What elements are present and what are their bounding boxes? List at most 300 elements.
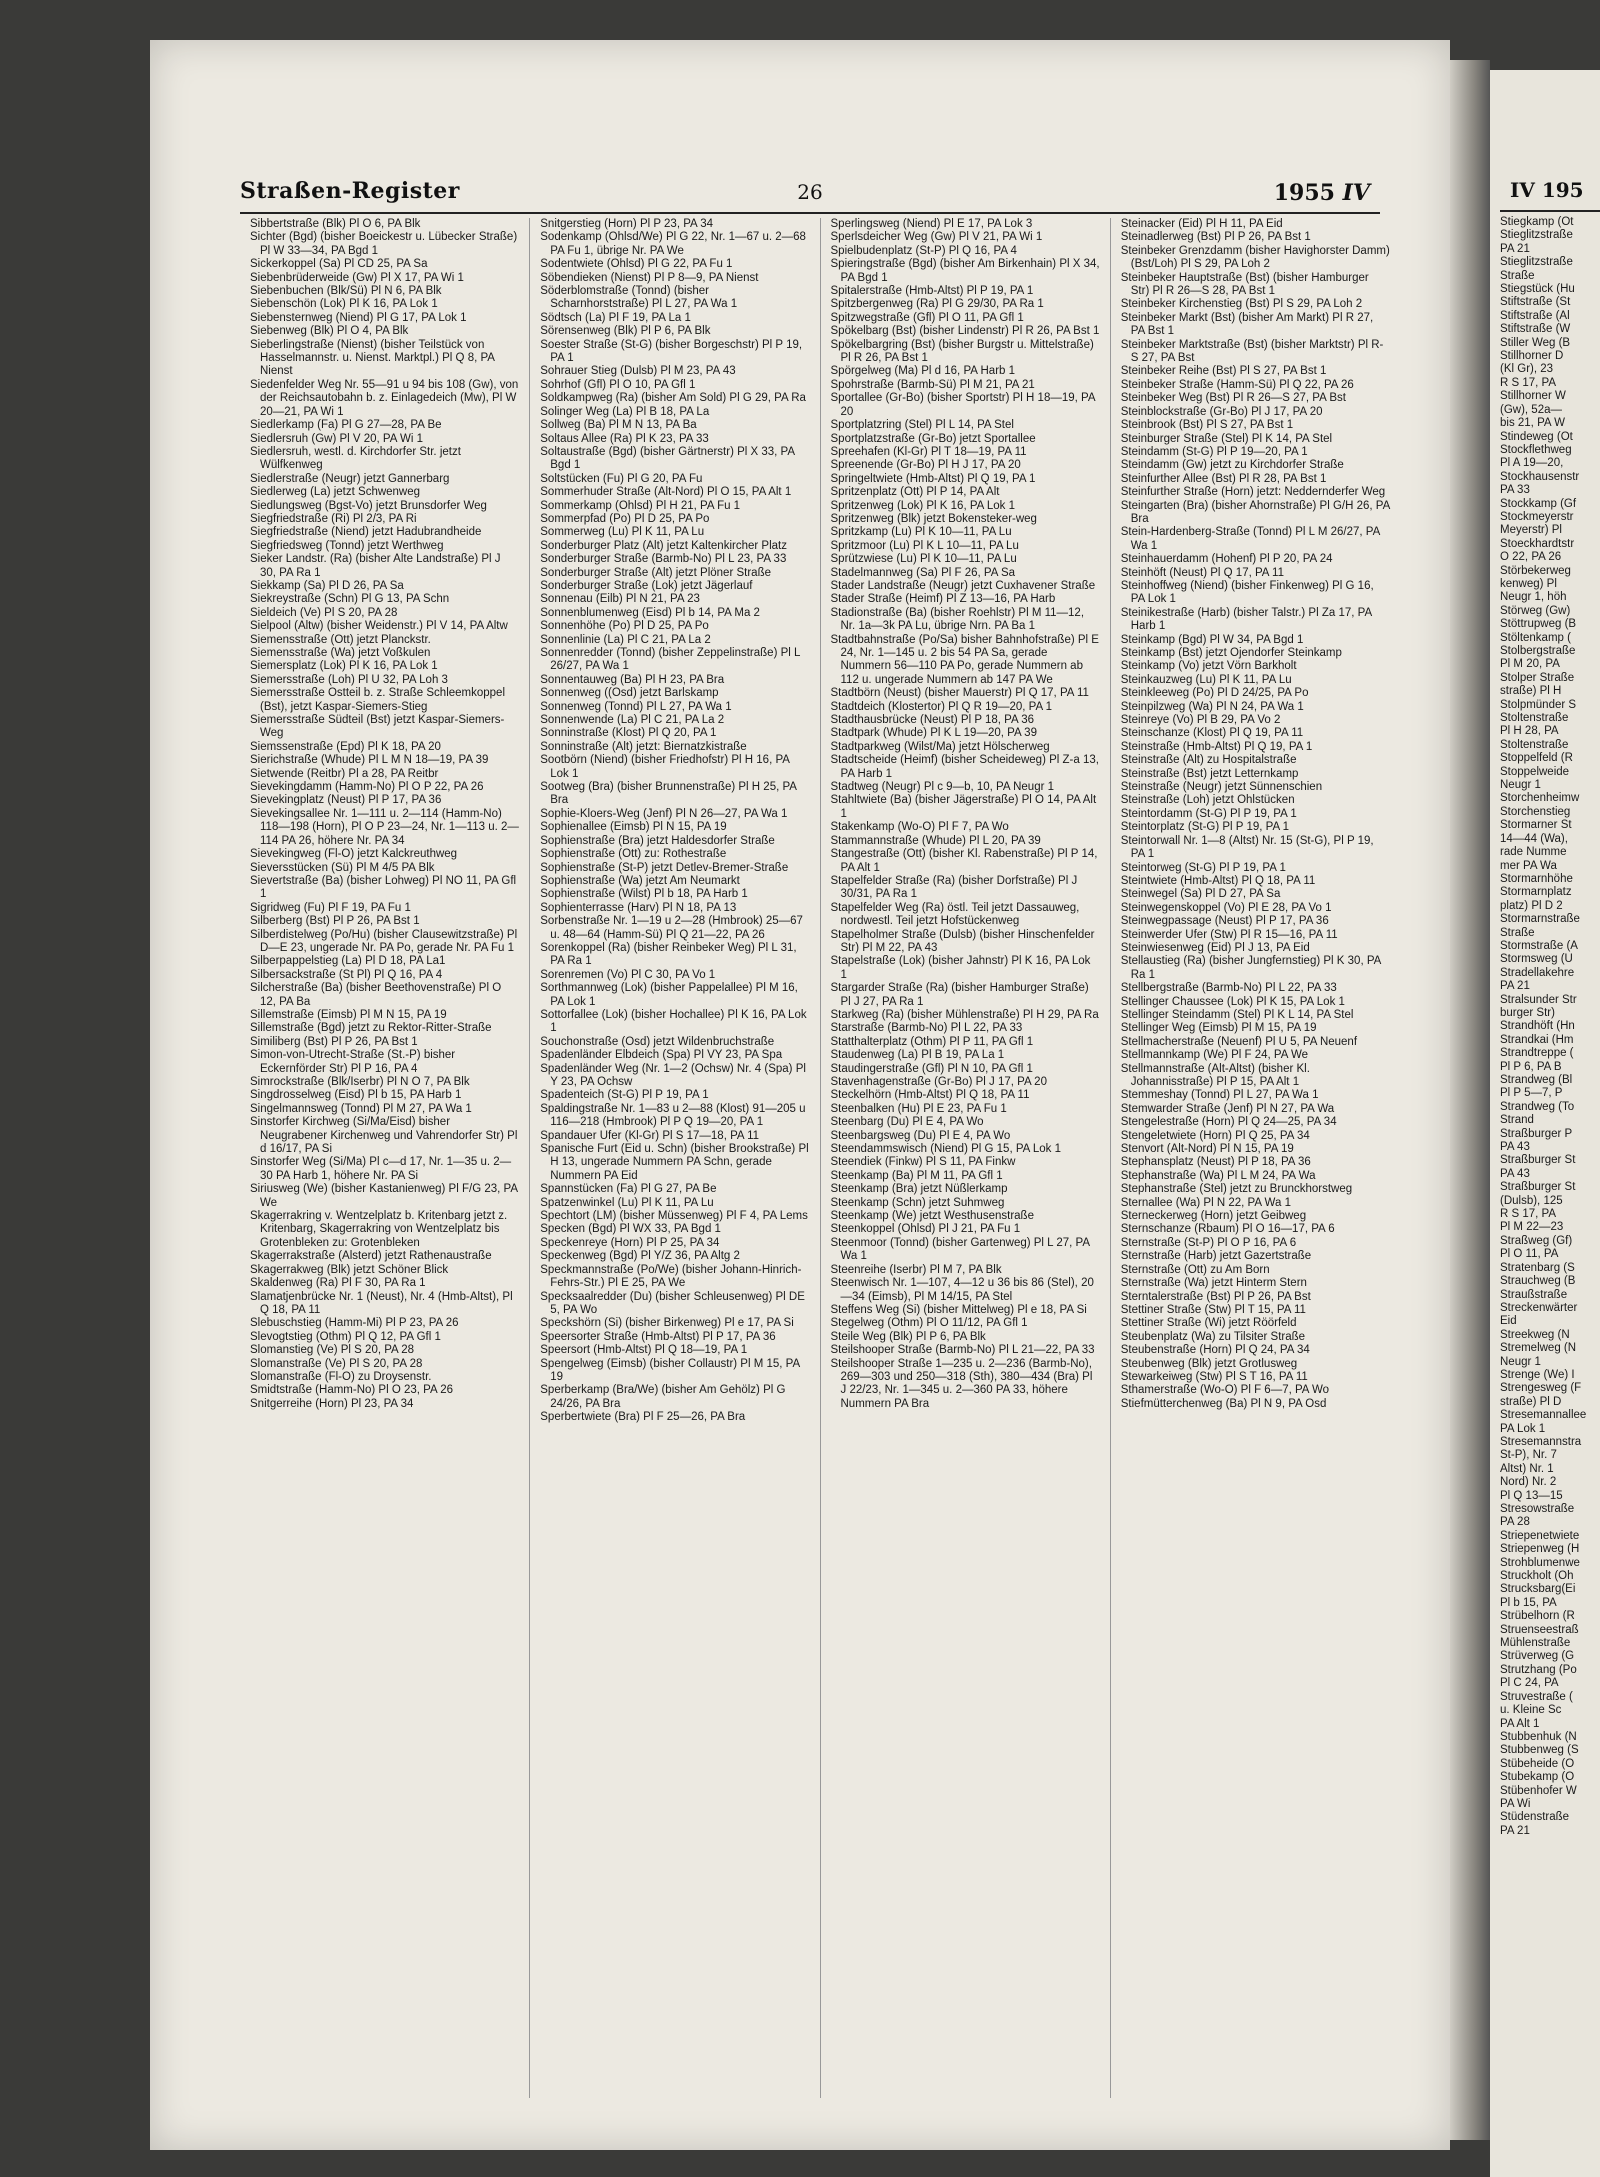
street-entry: Siriusweg (We) (bisher Kastanienweg) Pl F/G 23, PA We [250,1183,518,1209]
street-entry: Steinadlerweg (Bst) Pl P 26, PA Bst 1 [1120,231,1311,244]
street-entry: Steinwerder Ufer (Stw) Pl R 15—16, PA 11 [1120,928,1338,941]
facing-page-line: Strengesweg (F [1500,1382,1582,1395]
facing-page-line: Stockmeyerstr [1500,510,1574,523]
facing-page-line: PA 21 [1500,980,1530,993]
street-entry: Spritzmoor (Lu) Pl K L 10—11, PA Lu [830,539,1019,552]
facing-page-line: Stiller Weg (B [1500,336,1571,349]
street-entry: Siebenschön (Lok) Pl K 16, PA Lok 1 [250,298,438,311]
facing-page-line: Strutzhang (Po [1500,1663,1577,1676]
street-entry: Stahltwiete (Ba) (bisher Jägerstraße) Pl O 14, PA Alt 1 [830,794,1097,820]
street-entry: Spengelweg (Eimsb) (bisher Collaustr) Pl M 15, PA 19 [540,1357,800,1383]
street-entry: Sibbertstraße (Blk) Pl O 6, PA Blk [250,218,421,230]
street-entry: Sorthmannweg (Lok) (bisher Pappelallee) Pl M 16, PA Lok 1 [540,982,798,1008]
street-entry: Speersort (Hmb-Altst) Pl Q 18—19, PA 1 [540,1344,748,1357]
street-entry: Stiefmütterchenweg (Ba) Pl N 9, PA Osd [1120,1397,1327,1410]
facing-page-line: Straßburger St [1500,1181,1576,1194]
street-entry: Sievekingdamm (Hamm-No) Pl O P 22, PA 26 [250,781,484,794]
street-entry: Sonnenblumenweg (Eisd) Pl b 14, PA Ma 2 [540,606,760,619]
street-entry: Siebenweg (Blk) Pl O 4, PA Blk [250,325,409,338]
street-entry: Siemensstraße (Wa) jetzt Voßkulen [250,647,431,659]
street-entry: Steenbarg (Du) Pl E 4, PA Wo [830,1116,984,1129]
street-entry: Steintorplatz (St-G) Pl P 19, PA 1 [1120,821,1290,834]
street-entry: Steingarten (Bra) (bisher Ahornstraße) Pl G/H 26, PA Bra [1120,499,1390,525]
street-entry: Sohrauer Stieg (Dulsb) Pl M 23, PA 43 [540,365,736,378]
street-entry: Soltaustraße (Bgd) (bisher Gärtnerstr) Pl X 33, PA Bgd 1 [540,445,795,472]
street-entry: Steinreye (Vo) Pl B 29, PA Vo 2 [1120,714,1281,727]
street-entry: Siebenbuchen (Blk/Sü) Pl N 6, PA Blk [250,285,442,298]
street-entry: Sietwende (Reitbr) Pl a 28, PA Reitbr [250,767,439,780]
street-entry: Sonnenweg ((Osd) jetzt Barlskamp [540,687,719,700]
facing-page-line: Stubbenweg (S [1500,1744,1579,1757]
street-entry: Sichter (Bgd) (bisher Boeickestr u. Lübecker Straße) Pl W 33—34, PA Bgd 1 [250,231,518,257]
street-entry: Stakenkamp (Wo-O) Pl F 7, PA Wo [830,821,1009,834]
facing-page-line: Stoeckhardtstr [1500,537,1575,550]
facing-page-line: Storchenheimw [1500,792,1580,805]
street-entry: Speckenreye (Horn) Pl P 25, PA 34 [540,1236,720,1249]
street-entry: Siegfriedstraße (Ri) Pl 2/3, PA Ri [250,512,417,525]
facing-page-line: Pl M 20, PA [1500,658,1560,671]
facing-page-line: PA Alt 1 [1500,1717,1540,1730]
street-entry: Starkweg (Ra) (bisher Mühlenstraße) Pl H 29, PA Ra [830,1008,1099,1021]
street-entry: Stapelholmer Straße (Dulsb) (bisher Hinschenfelder Str) Pl M 22, PA 43 [830,928,1095,954]
street-entry: Steubenstraße (Horn) Pl Q 24, PA 34 [1120,1344,1310,1357]
facing-page-line: Struckholt (Oh [1500,1570,1574,1583]
street-entry: Steinfurther Straße (Horn) jetzt: Neddernderfer Weg [1120,486,1386,499]
street-entry: Sievekingweg (Fl-O) jetzt Kalckreuthweg [250,848,458,861]
street-entry: Simon-von-Utrecht-Straße (St.-P) bisher Eckernförder Str) Pl P 16, PA 4 [250,1049,456,1075]
facing-page [1490,70,1600,2177]
street-entry: Spieringstraße (Bgd) (bisher Am Birkenhain) Pl X 34, PA Bgd 1 [830,258,1100,284]
facing-page-line: rade Numme [1500,846,1567,859]
street-entry: Slomanstieg (Ve) Pl S 20, PA 28 [250,1344,415,1357]
street-entry: Steenbargsweg (Du) Pl E 4, PA Wo [830,1129,1011,1142]
street-entry: Steinburger Straße (Stel) Pl K 14, PA Stel [1120,432,1333,445]
page-number: 26 [797,180,823,204]
street-entry: Siekkamp (Sa) Pl D 26, PA Sa [250,579,404,592]
street-entry: Siemssenstraße (Epd) Pl K 18, PA 20 [250,740,441,753]
street-entry: Spökelbarg (Bst) (bisher Lindenstr) Pl R 26, PA Bst 1 [830,325,1100,338]
facing-page-line: Striepenetwiete [1500,1529,1580,1542]
street-entry: Soltaus Allee (Ra) Pl K 23, PA 33 [540,432,709,445]
street-entry: Steinbeker Reihe (Bst) Pl S 27, PA Bst 1 [1120,365,1327,378]
facing-page-line: Nord) Nr. 2 [1500,1476,1557,1489]
street-entry: Spatzenwinkel (Lu) Pl K 11, PA Lu [540,1196,714,1209]
street-entry: Sommerweg (Lu) Pl K 11, PA Lu [540,526,705,539]
facing-page-line: Streekweg (N [1500,1328,1570,1341]
street-entry: Siedlerstraße (Neugr) jetzt Gannerbarg [250,472,450,485]
street-entry: Similiberg (Bst) Pl P 26, PA Bst 1 [250,1035,418,1048]
page-gutter [1450,60,1490,2140]
street-entry: Steinwiesenweg (Eid) Pl J 13, PA Eid [1120,941,1310,954]
facing-page-line: burger Str) [1500,1006,1555,1019]
street-entry: Stapelstraße (Lok) (bisher Jahnstr) Pl K 16, PA Lok 1 [830,955,1091,981]
street-entry: Stadtpark (Whude) Pl K L 19—20, PA 39 [830,727,1037,740]
street-entry: Sonnenau (Eilb) Pl N 21, PA 23 [540,593,700,606]
facing-page-line: Stiftstraße (St [1500,296,1571,309]
facing-page-line: Stormarner St [1500,819,1572,832]
street-entry: Spadenländer Weg (Nr. 1—2 (Ochsw) Nr. 4 (Spa) Pl Y 23, PA Ochsw [540,1062,806,1088]
street-entry: Siegfriedstraße (Niend) jetzt Hadubrandheide [250,526,482,539]
facing-page-line: Stresemannallee [1500,1409,1587,1422]
street-entry: Sickerkoppel (Sa) Pl CD 25, PA Sa [250,258,428,271]
street-entry: Stadelmannweg (Sa) Pl F 26, PA Sa [830,566,1016,579]
facing-page-line: Stübenhofer W [1500,1784,1577,1797]
street-entry: Steinbeker Markt (Bst) (bisher Am Markt) Pl R 27, PA Bst 1 [1120,311,1374,338]
street-entry: Spörgelweg (Ma) Pl d 16, PA Harb 1 [830,365,1016,378]
street-entry: Speckmannstraße (Po/We) (bisher Johann-Hinrich-Fehrs-Str.) Pl E 25, PA We [540,1263,802,1290]
street-entry: Steinbeker Hauptstraße (Bst) (bisher Hamburger Str) Pl R 26—S 28, PA Bst 1 [1120,271,1369,298]
facing-page-line: Streckenwärter [1500,1301,1578,1314]
facing-page-line: Stormarnplatz [1500,886,1572,899]
facing-page-line: Strübelhorn (R [1500,1610,1575,1623]
street-entry: Steinbeker Marktstraße (Bst) (bisher Marktstr) Pl R-S 27, PA Bst [1120,338,1384,365]
street-entry: Spechtort (LM) (bisher Müssenweg) Pl F 4, PA Lems [540,1210,808,1223]
street-entry: Spitalerstraße (Hmb-Altst) Pl P 19, PA 1 [830,285,1034,298]
street-entry: Steintordamm (St-G) Pl P 19, PA 1 [1120,807,1297,820]
facing-page-line: Stubbenhuk (N [1500,1730,1577,1743]
street-entry: Sievekingsallee Nr. 1—111 u. 2—114 (Hamm-No) 118—198 (Horn), Pl O P 23—24, Nr. 1—113 u. 2—114 PA 26, höhere Nr. PA 34 [250,807,519,847]
facing-page-line: Stormsweg (U [1500,953,1573,966]
facing-page-line: Strandhöft (Hn [1500,1020,1575,1033]
facing-page-line: Stöttrupweg (B [1500,618,1577,631]
facing-page-line: (Dulsb), 125 [1500,1194,1563,1207]
street-entry: Steinhauerdamm (Hohenf) Pl P 20, PA 24 [1120,553,1333,566]
facing-page-line: Stieglitzstraße [1500,256,1573,269]
facing-page-line: (Gw), 52a— [1500,403,1562,416]
street-entry: Sternschanze (Rbaum) Pl O 16—17, PA 6 [1120,1223,1335,1236]
facing-page-line: Pl O 11, PA [1500,1248,1559,1261]
facing-page-line: Stoppelfeld (R [1500,752,1573,765]
street-entry: Steinkamp (Bgd) Pl W 34, PA Bgd 1 [1120,633,1304,646]
street-entry: Singdrosselweg (Eisd) Pl b 15, PA Harb 1 [250,1089,462,1102]
facing-page-line: Strauchweg (B [1500,1275,1576,1288]
street-entry: Sophienstraße (Ott) zu: Rothestraße [540,848,727,861]
facing-page-line: Meyerstr) Pl [1500,524,1562,537]
facing-page-line: Stresowstraße [1500,1503,1575,1515]
facing-page-line: Stiftstraße (Al [1500,309,1570,322]
street-entry: Spritzenplatz (Ott) Pl P 14, PA Alt [830,486,1000,499]
street-entry: Slamatjenbrücke Nr. 1 (Neust), Nr. 4 (Hmb-Altst), Pl Q 18, PA 11 [250,1290,513,1316]
facing-page-line: Stillhorner W [1500,390,1566,403]
facing-page-line: Stöltenkamp ( [1500,631,1571,644]
edition-year [1274,180,1370,206]
facing-page-line: Stradellakehre [1500,966,1575,979]
street-entry: Sommerhuder Straße (Alt-Nord) Pl O 15, PA Alt 1 [540,486,792,499]
street-entry: Sillemstraße (Eimsb) Pl M N 15, PA 19 [250,1008,447,1021]
facing-page-line: Stoltenstraße [1500,712,1569,725]
street-entry: Sommerkamp (Ohlsd) Pl H 21, PA Fu 1 [540,499,741,512]
street-entry: Steinwegel (Sa) Pl D 27, PA Sa [1120,888,1281,901]
street-entry: Sonninstraße (Alt) jetzt: Biernatzkistraße [540,740,747,753]
facing-page-line: Eid [1500,1315,1517,1328]
street-entry: Steenkamp (We) jetzt Westhusenstraße [830,1210,1034,1223]
street-entry: Stapelfelder Straße (Ra) (bisher Dorfstraße) Pl J 30/31, PA Ra 1 [830,874,1078,901]
facing-page-line: Stockhausenstr [1500,470,1580,483]
street-entry: Stellinger Steindamm (Stel) Pl K L 14, PA Stel [1120,1008,1354,1021]
street-entry: Siemersstraße Südteil (Bst) jetzt Kaspar-Siemers-Weg [250,714,505,740]
street-entry: Södtsch (La) Pl F 19, PA La 1 [540,311,691,324]
street-entry: Steinbrook (Bst) Pl S 27, PA Bst 1 [1120,419,1294,432]
street-entry: Stegelweg (Othm) Pl O 11/12, PA Gfl 1 [830,1317,1028,1330]
street-entry: Siebensternweg (Niend) Pl G 17, PA Lok 1 [250,311,467,324]
street-entry: Steinkleeweg (Po) Pl D 24/25, PA Po [1120,687,1309,700]
street-entry: Steindamm (Gw) jetzt zu Kirchdorfer Straße [1120,459,1344,472]
street-entry: Stellmannkamp (We) Pl F 24, PA We [1120,1049,1309,1062]
facing-page-line: R S 17, PA [1500,376,1557,389]
facing-page-line: Störbekerweg [1500,564,1571,577]
street-entry: Steilshooper Straße 1—235 u. 2—236 (Barmb-No), 269—303 und 250—318 (Sth), 380—434 (Bra) Pl J 22/23, Nr. 1—345 u. 2—360 PA 33, höhere Nummern PA Bra [830,1357,1093,1410]
street-entry: Speckshörn (Si) (bisher Birkenweg) Pl e 17, PA Si [540,1317,794,1330]
facing-page-line: Stubekamp (O [1500,1771,1575,1784]
street-entry: Specksaalredder (Du) (bisher Schleusenweg) Pl DE 5, PA Wo [540,1290,805,1316]
street-entry: Sophienstraße (Wa) jetzt Am Neumarkt [540,874,740,887]
street-entry: Sonderburger Straße (Barmb-No) Pl L 23, PA 33 [540,553,787,566]
facing-page-line: Neugr 1, höh [1500,591,1567,604]
street-entry: Steubenplatz (Wa) zu Tilsiter Straße [1120,1330,1306,1343]
street-entry: Sternstraße (St-P) Pl O P 16, PA 6 [1120,1236,1297,1249]
street-entry: Stavenhagenstraße (Gr-Bo) Pl J 17, PA 20 [830,1076,1047,1088]
street-entry: Stein-Hardenberg-Straße (Tonnd) Pl L M 26/27, PA Wa 1 [1120,526,1380,552]
facing-page-line: Stormarnhöhe [1500,872,1573,885]
facing-page-line: PA 43 [1500,1167,1530,1180]
street-entry: Sterntalerstraße (Bst) Pl P 26, PA Bst [1120,1290,1311,1303]
facing-page-line: Strandkai (Hm [1500,1033,1574,1046]
directory-page [150,40,1450,2150]
facing-page-line: Neugr 1 [1500,1355,1541,1368]
street-entry: Spadenländer Elbdeich (Spa) Pl VY 23, PA Spa [540,1049,783,1062]
street-entry: Sonnenweg (Tonnd) Pl L 27, PA Wa 1 [540,700,732,713]
street-entry: Sottorfallee (Lok) (bisher Hochallee) Pl K 16, PA Lok 1 [540,1008,807,1035]
facing-page-line: Stremelweg (N [1500,1342,1577,1355]
facing-page-line: Stolpmünder S [1500,698,1577,711]
street-entry: Sieversstücken (Sü) Pl M 4/5 PA Blk [250,861,435,874]
street-entry: Stadtscheide (Heimf) (bisher Scheideweg) Pl Z-a 13, PA Harb 1 [830,754,1099,780]
street-entry: Sootweg (Bra) (bisher Brunnenstraße) Pl H 25, PA Bra [540,781,797,807]
facing-page-line: straße) Pl D [1500,1395,1562,1408]
street-entry: Steindamm (St-G) Pl P 19—20, PA 1 [1120,445,1308,458]
year-label: 1955 [1273,180,1335,206]
facing-page-line: Strucksbarg(Ei [1500,1583,1576,1596]
street-entry: Steendiek (Finkw) Pl S 11, PA Finkw [830,1156,1016,1169]
street-entry: Sonnenlinie (La) Pl C 21, PA La 2 [540,633,711,646]
street-entry: Stadtdeich (Klostertor) Pl Q R 19—20, PA 1 [830,700,1053,713]
street-entry: Sodenkamp (Ohlsd/We) Pl G 22, Nr. 1—67 u. 2—68 PA Fu 1, übrige Nr. PA We [540,231,806,257]
facing-page-line: kenweg) Pl [1500,577,1557,590]
facing-page-line: Neugr 1 [1500,779,1541,792]
street-entry: Soltstücken (Fu) Pl G 20, PA Fu [540,472,703,485]
header-rule [240,212,1380,214]
facing-page-line: Stralsunder Str [1500,993,1577,1006]
page-title: Straßen-Register [240,178,460,204]
street-entry: Sonderburger Straße (Lok) jetzt Jägerlauf [540,579,753,592]
facing-page-line: Strohblumenwe [1500,1556,1580,1569]
street-entry: Steinhoffweg (Niend) (bisher Finkenweg) Pl G 16, PA Lok 1 [1120,579,1374,606]
street-entry: Steintorweg (St-G) Pl P 19, PA 1 [1120,861,1286,874]
street-entry: Stadthausbrücke (Neust) Pl P 18, PA 36 [830,714,1034,727]
facing-page-line: Pl M 22—23 [1500,1221,1564,1234]
facing-page-line: Stormarnstraße [1500,913,1580,926]
street-entry: Spreenende (Gr-Bo) Pl H J 17, PA 20 [830,459,1021,472]
street-entry: Steinwegenskoppel (Vo) Pl E 28, PA Vo 1 [1120,901,1332,914]
facing-page-line: Strand [1500,1114,1534,1127]
street-entry: Slebuschstieg (Hamm-Mi) Pl P 23, PA 26 [250,1317,459,1330]
street-entry: Sörensenweg (Blk) Pl P 6, PA Blk [540,325,711,338]
street-entry: Silberpappelstieg (La) Pl D 18, PA La1 [250,955,446,968]
street-entry: Steile Weg (Blk) Pl P 6, PA Blk [830,1330,986,1343]
street-entry: Slevogtstieg (Othm) Pl Q 12, PA Gfl 1 [250,1330,441,1343]
street-entry: Sonnenredder (Tonnd) (bisher Zeppelinstraße) Pl L 26/27, PA Wa 1 [540,647,800,673]
street-entry: Steubenweg (Blk) jetzt Grotlusweg [1120,1357,1298,1370]
street-entry: Steinikestraße (Harb) (bisher Talstr.) Pl Za 17, PA Harb 1 [1120,606,1372,633]
street-entry: Sperlsdeicher Weg (Gw) Pl V 21, PA Wi 1 [830,231,1043,244]
facing-page-line: Altst) Nr. 1 [1500,1462,1554,1475]
street-columns [240,218,1400,2098]
street-entry: Sophienterrasse (Harv) Pl N 18, PA 13 [540,901,737,914]
facing-page-line: Strandtreppe ( [1500,1047,1574,1060]
street-entry: Sieker Landstr. (Ra) (bisher Alte Landstraße) Pl J 30, PA Ra 1 [250,553,501,579]
street-entry: Springeltwiete (Hmb-Altst) Pl Q 19, PA 1 [830,472,1036,485]
facing-page-line: Strandweg (Bl [1500,1074,1573,1086]
facing-page-line: Mühlenstraße [1500,1637,1571,1650]
street-entry: Spritzkamp (Lu) Pl K 10—11, PA Lu [830,526,1012,539]
street-entry: Specken (Bgd) Pl WX 33, PA Bgd 1 [540,1223,721,1236]
facing-page-line: Pl P 5—7, P [1500,1087,1563,1100]
street-entry: Stellmacherstraße (Neuenf) Pl U 5, PA Neuenf [1120,1035,1358,1048]
street-entry: Stephansplatz (Neust) Pl P 18, PA 36 [1120,1156,1311,1169]
street-entry: Sperbertwiete (Bra) Pl F 25—26, PA Bra [540,1411,746,1424]
facing-page-line: bis 21, PA W [1500,417,1565,430]
street-entry: Steinstraße (Alt) zu Hospitalstraße [1120,754,1297,767]
street-entry: Steinpilzweg (Wa) Pl N 24, PA Wa 1 [1120,700,1304,713]
street-entry: Siemensstraße (Ott) jetzt Planckstr. [250,633,431,646]
street-entry: Sterneckerweg (Horn) jetzt Geibweg [1120,1210,1307,1223]
street-entry: Steenwisch Nr. 1—107, 4—12 u 36 bis 86 (Stel), 20—34 (Eimsb), Pl M 14/15, PA Stel [830,1277,1094,1303]
column-1 [240,218,530,2098]
street-entry: Spadenteich (St-G) Pl P 19, PA 1 [540,1089,709,1102]
street-entry: Steckelhörn (Hmb-Altst) Pl Q 18, PA 11 [830,1089,1030,1102]
facing-page-line: Stiegstück (Hu [1500,283,1575,296]
facing-page-line: Stolbergstraße [1500,645,1576,657]
street-entry: Spandauer Ufer (Kl-Gr) Pl S 17—18, PA 11 [540,1129,760,1142]
facing-page-line: St-P), Nr. 7 [1500,1449,1557,1462]
facing-page-line: Pl b 15, PA [1500,1596,1557,1609]
street-entry: Sodentwiete (Ohlsd) Pl G 22, PA Fu 1 [540,258,733,271]
street-entry: Souchonstraße (Osd) jetzt Wildenbruchstraße [540,1035,775,1048]
street-entry: Staudingerstraße (Gfl) Pl N 10, PA Gfl 1 [830,1062,1033,1075]
facing-page-line: Struenseestraß [1500,1623,1579,1636]
street-entry: Stellaustieg (Ra) (bisher Jungfernstieg) Pl K 30, PA Ra 1 [1120,955,1381,981]
street-entry: Steenkoppel (Ohlsd) Pl J 21, PA Fu 1 [830,1223,1021,1236]
street-entry: Siedlersruh (Gw) Pl V 20, PA Wi 1 [250,432,423,445]
street-entry: Sorenremen (Vo) Pl C 30, PA Vo 1 [540,968,716,981]
street-entry: Stadtbahnstraße (Po/Sa) bisher Bahnhofstraße) Pl E 24, Nr. 1—145 u. 2 bis 54 PA Sa, gerade Nummern 56—110 PA Po, gerade Nummern ab 112 u. ungerade Nummern ab 147 PA We [830,633,1099,686]
street-entry: Sonderburger Straße (Alt) jetzt Plöner Straße [540,566,771,579]
street-entry: Stangestraße (Ott) (bisher Kl. Rabenstraße) Pl P 14, PA Alt 1 [830,848,1098,874]
street-entry: Sievertstraße (Ba) (bisher Lohweg) Pl NO 11, PA Gfl 1 [250,874,517,901]
street-entry: Stenvort (Alt-Nord) Pl N 15, PA 19 [1120,1143,1294,1156]
street-entry: Speersorter Straße (Hmb-Altst) Pl P 17, PA 36 [540,1330,776,1343]
street-entry: Soldkampweg (Ra) (bisher Am Sold) Pl G 29, PA Ra [540,392,806,405]
street-entry: Steenkamp (Bra) jetzt Nüßlerkamp [830,1183,1008,1196]
street-entry: Sternallee (Wa) Pl N 22, PA Wa 1 [1120,1196,1291,1209]
street-entry: Steenkamp (Schn) jetzt Suhmweg [830,1196,1005,1209]
street-entry: Steinkamp (Vo) jetzt Vörn Barkholt [1120,660,1297,673]
facing-page-line: Pl C 24, PA [1500,1677,1559,1690]
street-entry: Steinschanze (Klost) Pl Q 19, PA 11 [1120,727,1304,740]
street-entry: Siebenbrüderweide (Gw) Pl X 17, PA Wi 1 [250,271,464,284]
street-entry: Sophienstraße (Wilst) Pl b 18, PA Harb 1 [540,888,748,901]
facing-page-column [1500,216,1600,1838]
street-entry: Spitzwegstraße (Gfl) Pl O 11, PA Gfl 1 [830,311,1024,324]
street-entry: Spohrstraße (Barmb-Sü) Pl M 21, PA 21 [830,378,1035,391]
street-entry: Sommerpfad (Po) Pl D 25, PA Po [540,512,710,525]
street-entry: Sophienstraße (Bra) jetzt Haldesdorfer Straße [540,834,775,847]
street-entry: Spannstücken (Fa) Pl G 27, PA Be [540,1183,717,1196]
facing-page-line: platz) Pl D 2 [1500,899,1563,912]
street-entry: Spreehafen (Kl-Gr) Pl T 18—19, PA 11 [830,445,1027,458]
street-entry: Söbendieken (Nienst) Pl P 8—9, PA Nienst [540,271,759,284]
street-entry: Sonnenwende (La) Pl C 21, PA La 2 [540,714,725,727]
street-entry: Sthamerstraße (Wo-O) Pl F 6—7, PA Wo [1120,1384,1330,1397]
facing-page-line: PA Wi [1500,1797,1531,1810]
street-entry: Stadtweg (Neugr) Pl c 9—b, 10, PA Neugr 1 [830,781,1055,794]
street-entry: Silberberg (Bst) Pl P 26, PA Bst 1 [250,915,420,928]
street-entry: Siedlungsweg (Bgst-Vo) jetzt Brunsdorfer Weg [250,499,487,512]
street-entry: Steinstraße (Neugr) jetzt Sünnenschien [1120,781,1323,794]
street-entry: Stammannstraße (Whude) Pl L 20, PA 39 [830,834,1041,847]
street-entry: Steinbeker Kirchenstieg (Bst) Pl S 29, PA Loh 2 [1120,298,1363,311]
facing-page-line: Stresemannstra [1500,1435,1582,1448]
street-entry: Sinstorfer Weg (Si/Ma) Pl c—d 17, Nr. 1—35 u. 2—30 PA Harb 1, höhere Nr. PA Si [250,1156,512,1182]
street-entry: Steinfurther Allee (Bst) Pl R 28, PA Bst 1 [1120,472,1327,485]
street-entry: Spritzenweg (Blk) jetzt Bokensteker-weg [830,512,1037,525]
street-entry: Sperberkamp (Bra/We) (bisher Am Gehölz) Pl G 24/26, PA Bra [540,1384,786,1410]
street-entry: Stader Straße (Heimf) Pl Z 13—16, PA Harb [830,593,1056,606]
street-entry: Steenbalken (Hu) Pl E 23, PA Fu 1 [830,1102,1007,1115]
street-entry: Sootbörn (Niend) (bisher Friedhofstr) Pl H 16, PA Lok 1 [540,754,790,780]
street-entry: Stengelestraße (Horn) Pl Q 24—25, PA 34 [1120,1116,1337,1129]
street-entry: Silcherstraße (Ba) (bisher Beethovenstraße) Pl O 12, PA Ba [250,982,502,1008]
facing-page-line: Pl A 19—20, [1500,457,1564,470]
street-entry: Sonderburger Platz (Alt) jetzt Kaltenkircher Platz [540,539,787,552]
street-entry: Smidtstraße (Hamm-No) Pl O 23, PA 26 [250,1384,454,1397]
street-entry: Sprützwiese (Lu) Pl K 10—11, PA Lu [830,553,1017,566]
street-entry: Steinacker (Eid) Pl H 11, PA Eid [1120,218,1283,230]
street-entry: Söderblomstraße (Tonnd) (bisher Scharnhorststraße) Pl L 27, PA Wa 1 [540,285,738,311]
facing-page-line: Stiegkamp (Ot [1500,216,1574,228]
street-entry: Skagerrakstraße (Alsterd) jetzt Rathenaustraße [250,1250,492,1263]
facing-page-line: Storchenstieg [1500,805,1571,818]
street-entry: Steinhöft (Neust) Pl Q 17, PA 11 [1120,566,1284,579]
street-entry: Snitgerstieg (Horn) Pl P 23, PA 34 [540,218,714,230]
street-entry: Sternstraße (Harb) jetzt Gazertstraße [1120,1250,1312,1263]
street-entry: Spaldingstraße Nr. 1—83 u 2—88 (Klost) 91—205 u 116—218 (Hmbrook) Pl P Q 19—20, PA 1 [540,1102,806,1129]
street-entry: Stemwarder Straße (Jenf) Pl N 27, PA Wa [1120,1102,1335,1115]
street-entry: Siedlersruh, westl. d. Kirchdorfer Str. jetzt Wülfkenweg [250,445,461,472]
column-3 [821,218,1111,2098]
facing-page-line: 14—44 (Wa), [1500,832,1568,845]
street-entry: Sohrhof (Gfl) Pl O 10, PA Gfl 1 [540,378,696,391]
facing-page-line: PA 28 [1500,1516,1530,1529]
street-entry: Sielpool (Altw) (bisher Weidenstr.) Pl V 14, PA Altw [250,620,508,633]
street-entry: Steinbeker Grenzdamm (bisher Havighorster Damm) (Bst/Loh) Pl S 29, PA Loh 2 [1120,244,1390,271]
street-entry: Silberdistelweg (Po/Hu) (bisher Clausewitzstraße) Pl D—E 23, ungerade Nr. PA Po, gerade Nr. PA Fu 1 [250,928,518,954]
street-entry: Siekreystraße (Schn) Pl G 13, PA Schn [250,593,450,606]
facing-page-line: straße) Pl H [1500,685,1562,698]
street-entry: Stargarder Straße (Ra) (bisher Hamburger Straße) Pl J 27, PA Ra 1 [830,982,1089,1008]
street-entry: Stapelfelder Weg (Ra) östl. Teil jetzt Dassauweg, nordwestl. Teil jetzt Hofstückenweg [830,901,1080,928]
facing-page-line: Stindeweg (Ot [1500,430,1573,443]
